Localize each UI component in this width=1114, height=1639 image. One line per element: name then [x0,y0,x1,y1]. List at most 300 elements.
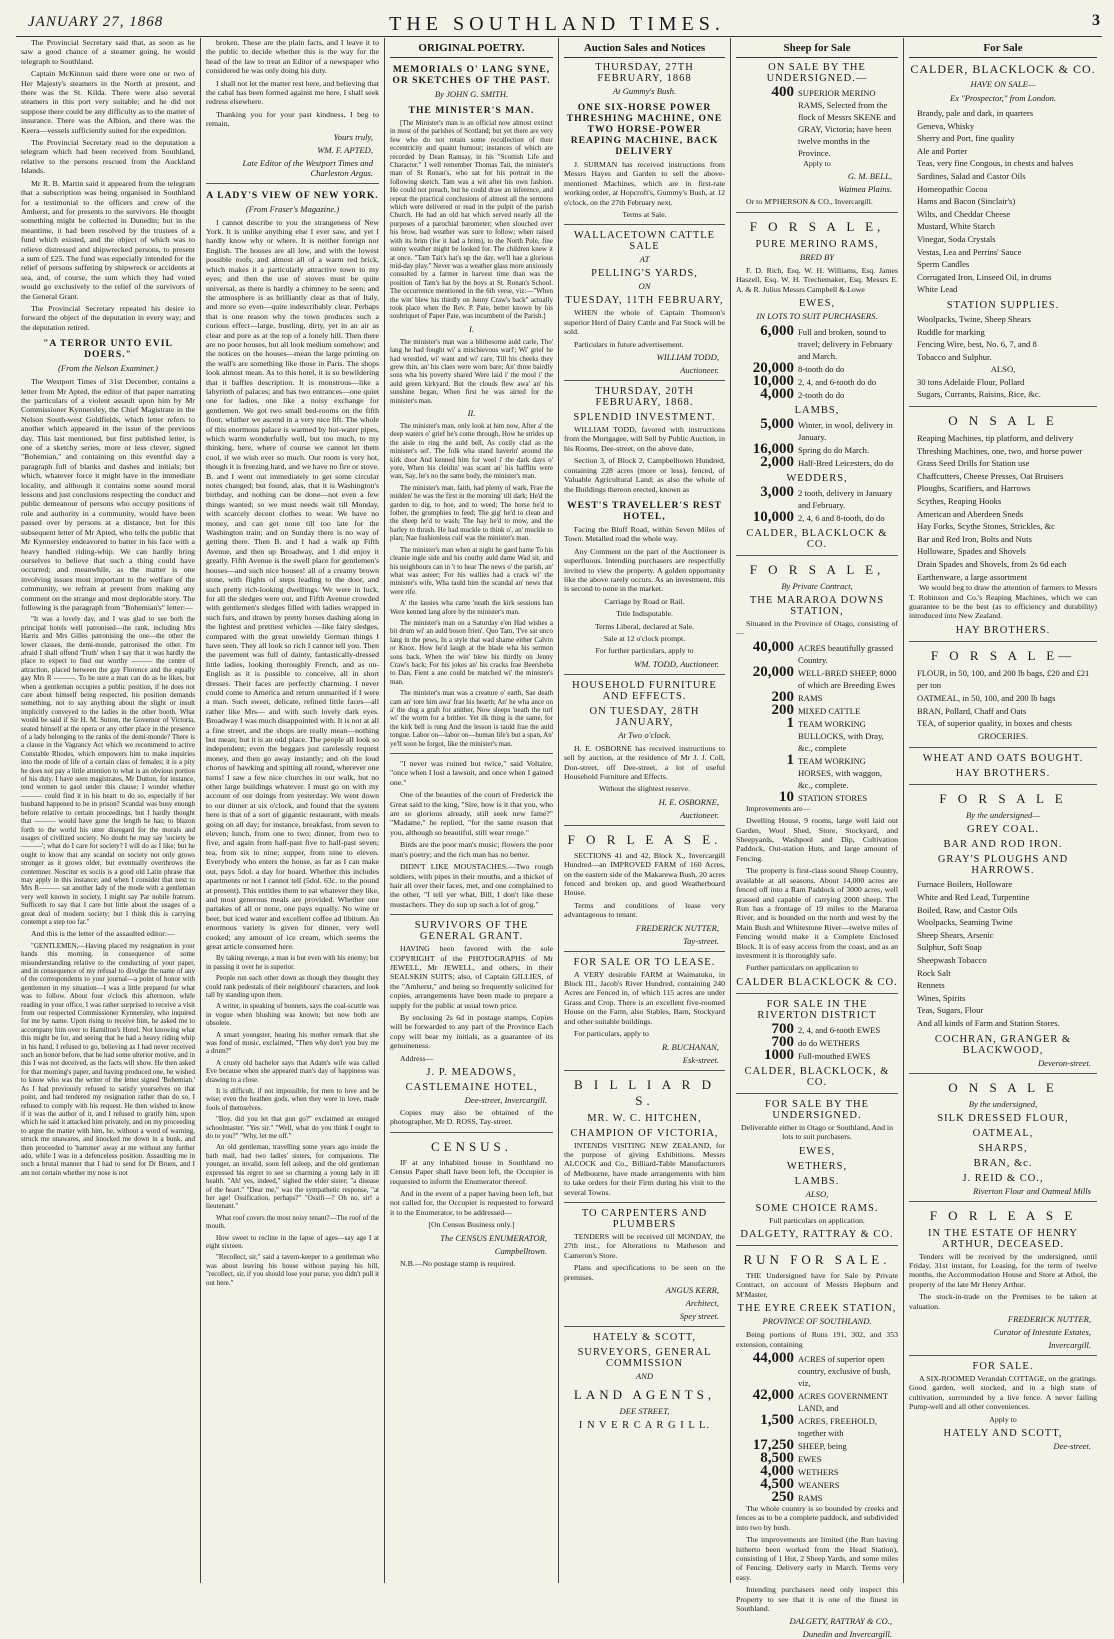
paragraph: SECTIONS 41 and 42, Block X., Invercargill Hundred—an IMPROVED FARM of 160 Acres, on the eastern side of the Makarewa Bush, 20 acres fenced and broken up, and good Weatherboard House. [564,850,725,898]
page-number: 3 [1092,12,1100,29]
ad-date: ON TUESDAY, 28TH JANUARY, [589,705,700,728]
listing-row [736,1414,898,1439]
stanza-number: I. [468,323,474,334]
listing-row [736,1352,898,1389]
paragraph: The Provincial Secretary said that, as soon as he saw a good chance of a steamer going, he would telegraph to Southland. [21,38,195,66]
listing-text: Half-Bred Leicesters, do do [798,458,894,469]
signature: R. BUCHANAN, [661,1041,719,1052]
ad-line: HAVE ON SALE— [970,79,1036,89]
paragraph: An old gentleman, travelling some years ago inside the bath mail, had two ladies' sisters, for companions. The younger, an invalid, soon fell asleep, and the old gentleman expressed his regret to see so charming a young lady in ill health. "Ah! yes, indeed," sighed the elder sister; "a disease of the heart." "Dear me," was the sympathetic response, "at her age! Ossification, perhaps?" "Ossifi—? Oh no, sir! a lieutenant." [206,1143,379,1211]
paragraph: Facing the Bluff Road, within Seven Miles of Town. Metalled road the whole way. [564,524,725,544]
ewes-list [736,325,898,401]
divider [736,212,898,213]
listing-row [736,418,898,443]
list-item: Vinegar, Soda Crystals [917,233,996,244]
list-item: FLOUR, in 50, 100, and 200 lb bags, £20 and £21 per ton [917,667,1090,691]
listing-quantity: 10,000 [752,509,794,526]
listing-quantity: 10 [779,788,794,805]
listing-row [736,1478,898,1491]
ad-item: OATMEAL, [972,1127,1034,1139]
divider [390,753,553,754]
listing-text: 8-tooth do do [798,364,845,375]
ad-time: At Two o'clock. [618,729,671,740]
listing-row [736,663,898,691]
signature: Architect, [685,1297,719,1308]
paragraph: And this is the letter of the assaulted editor:— [31,929,175,939]
list-item: Sheepwash Tobacco [917,954,987,965]
advertiser-name: CALDER, BLACKLOCK & CO. [910,62,1096,76]
list-item: Wilts, and Cheddar Cheese [917,208,1011,219]
advertiser-name: COCHRAN, GRANGER & BLACKWOOD, [934,1033,1072,1056]
signature: Dunedin and Invercargill. [802,1629,892,1639]
column-3 [385,38,558,1583]
signature: Campbelltown. [494,1245,547,1256]
list-item: Rock Salt [917,967,951,978]
advertiser-name: CALDER, BLACKLOCK & CO. [746,528,888,551]
paragraph: INTENDS VISITING NEW ZEALAND, for the purpose of giving Exhibitions. Messrs ALCOCK and Co., Billiard-Table Manufacturers of Melbourne, have made arrangements with him to take orders for their Firm during his visit to the several Towns. [564,1140,725,1197]
ad-line: I N V E R C A R G I L L. [578,1419,711,1431]
stores-list [909,878,1097,1029]
signature: Spey street. [679,1310,719,1321]
paragraph: "Boy, did you let that gun go?" exclaimed an enraged schoolmaster. "Yes sir." "Well, what do you think I ought to do to you?" "Why, let me off." [206,1115,379,1141]
paragraph: DIDN'T LIKE MOUSTACHES.—Two rough soldiers, with pipes in their mouths, and a thicket of hair all over their faces, met, and one complained to the other, "I tell yer what, Bill, I don't like these mustachers. They do sup up such a lot of grog." [390,862,553,909]
list-item: TEA, of superior quality, in boxes and chests [917,718,1072,729]
divider [909,1073,1097,1074]
paragraph: We would beg to draw the attention of farmers to Messrs T. Robinson and Co.'s Reaping Machines, which we can guarantee to be the best (as to efficiency and durability) introduced into New Zealand. [909,583,1097,621]
paragraph: Section 3, of Block 2, Campbelltown Hundred, containing 228 acres (more or less), fenced, of Valuable Agricultural Land; as also the whole of the Buildings thereon erected, known as [564,456,725,494]
divider [909,1201,1097,1202]
signature: FREDERICK NUTTER, [1007,1313,1091,1324]
paragraph: Apply to [989,1414,1017,1424]
ad-subtitle: EWES, [798,298,836,310]
listing-text: SUPERIOR MERINO RAMS, Selected from the flock of Messrs SKENE and GRAY, Victoria; have been twelve months in the Province. [798,88,896,158]
ad-line: PROVINCE OF SOUTHLAND. [762,1316,872,1327]
paragraph: The Westport Times of 31st December, contains a letter from Mr Apted, the editor of that paper narrating the particulars of a violent assault upon him by Mr Commissioner Kynnersley, the Chief Magistrate in the Nelson South-west Goldfields, which letter refers to another which appeared in the issue of the previous day. This last mentioned, but first published letter, is one of a sketchy series, more or less clever, signed "Bohemian," and containing on this eventful day a paragraph full of blanks and dashes and initials; but which, whatever force it might have in the immediate locality, and although it contains some sound moral lessons and just conclusions respecting the conduct and public demeanour of persons who occupy positions of rule and authority in a community, would have been passed over by persons at a distance, but for this subsequent letter of Mr Apted, who tells the public that Mr Kynnersley endeavored to batter in his face with a heavy handled riding-whip. We can hardly bring ourselves to believe that such a thing could have occurred; and meanwhile, as the matter is one involving issues most important to the welfare of the community, we refrain at present from making any comment on the strange and most deplorable story. The following is the paragraph from "Bohemian's" letter:— [21,377,195,612]
ad-item: GREY COAL. [966,824,1040,836]
list-item: Tobacco and Sulphur. [917,351,992,362]
list-item: Hay Forks, Scythe Stones, Strickles, &c [917,521,1055,532]
paragraph: TENDERS will be received till MONDAY, the 27th inst., for Alterations to Matheson and Cameron's Store. [564,1231,725,1260]
paragraph: Intending purchasers need only inspect this Property to see that it is one of the finest in Southland. [736,1585,898,1614]
paragraph: F. D. Rich, Esq. W. H. Williams, Esq. James Haszell, Esq. W. H. Trechemaker, Esq. Messrs E. A. & R. Julius Messrs Campbell & Lowe [736,265,898,294]
signature: WILLIAM TODD, [656,352,719,363]
list-item: Woolpacks, Seaming Twine [917,917,1013,928]
section-header: Auction Sales and Notices [564,38,725,58]
listing-quantity: 700 [771,1033,794,1050]
list-item: BRAN, Pollard, Chaff and Oats [917,705,1027,716]
list-item: Corrugated Iron, Linseed Oil, in drums [917,271,1052,282]
paragraph: People run each other down as though they thought they could rank pedestals of their neighbours' characters, and look tall by standing upon them. [206,974,379,999]
listing-quantity: 1 [786,751,794,768]
newspaper-title: THE SOUTHLAND TIMES. [389,13,725,35]
paragraph: For particulars, apply to [574,1029,649,1039]
listing-text: ACRES GOVERNMENT LAND, and [798,1391,888,1413]
paragraph: Copies may also be obtained of the photographer, Mr D. ROSS, Tay-street. [390,1108,553,1127]
ad-name: MR. W. C. HITCHEN, [587,1112,702,1124]
divider [564,951,725,952]
list-item: Ploughs, Scarifiers, and Harrows [917,483,1031,494]
eyre-list [736,1352,898,1504]
listing-quantity: 16,000 [752,441,794,458]
listing-text: WELL-BRED SHEEP, 8000 of which are Breeding Ewes [798,667,897,690]
lambs-list [736,418,898,469]
paragraph: It is difficult, if not impossible, for men to love and be wise; even the heathen gods, when they were in love, made fools of themselves. [206,1087,379,1112]
issue-date: JANUARY 27, 1868 [28,14,164,30]
listing-text: Winter, in wool, delivery in January. [798,420,893,443]
ad-title: HATELY & SCOTT, [593,1331,696,1343]
ad-line: By the undersigned— [966,810,1040,821]
list-item: Hams and Bacon (Sinclair's) [917,196,1016,207]
advertiser-name: J. REID & CO., [962,1172,1044,1184]
ad-title: FOR SALE IN THE RIVERTON DISTRICT [757,998,877,1021]
list-item: Sheep Shears, Arsenic [917,929,994,940]
list-item: Sugars, Currants, Raisins, Rice, &c. [917,389,1041,400]
ad-subtitle: LAMBS, [794,405,840,417]
listing-text: RAMS [798,1493,823,1503]
ad-title: FOR SALE BY THE UNDERSIGNED. [765,1098,869,1121]
listing-row [736,714,898,754]
paragraph: J. SURMAN has received instructions from Messrs Hayes and Garden to sell the above-mentioned Machines, which are in first-rate working order, at Hopcroft's, Gummy's Bush, at 12 o'clock, on the 27th February next. [564,160,725,207]
signature: Riverton Flour and Oatmeal Mills [973,1185,1091,1196]
ad-title: B I L L I A R D S. [573,1076,715,1108]
ad-title: CHAMPION OF VICTORIA, [570,1127,719,1139]
list-item: Ale and Porter [917,145,968,156]
list-item: White Lead [917,284,958,295]
advertiser-name: CALDER BLACKLOCK & CO. [736,976,898,988]
paragraph: Thanking you for your past kindness, I beg to remain, [206,109,379,129]
ad-line: SURVEYORS, GENERAL COMMISSION [577,1346,712,1369]
listing-text: TEAM WORKING HORSES, with waggon, &c., complete. [798,755,883,790]
list-item: Brandy, pale and dark, in quarters [917,108,1034,118]
column-2 [201,38,384,1583]
list-item: Threshing Machines, one, two, and horse power [917,445,1083,456]
paragraph: Terms and conditions of lease very advantageous to tenant. [564,900,725,920]
list-item: Sperm Candles [917,259,970,270]
ad-line: BRED BY [799,251,835,262]
divider [564,224,725,225]
listing-text: 2 tooth, delivery in January and February. [798,488,893,511]
signature: ANGUS KERR, [665,1284,719,1295]
paragraph: A writer, in speaking of bonnets, says the coal-scuttle was in vogue when blushing was known; but now both are obsolete. [206,1002,379,1028]
byline: By JOHN G. SMITH. [434,89,509,99]
listing-quantity: 8,500 [760,1450,794,1466]
listing-quantity: 17,250 [752,1437,794,1453]
list-item: Mustard, White Starch [917,221,995,232]
listing-quantity: 40,000 [752,638,794,655]
listing-text: WEANERS [798,1480,840,1490]
paragraph: WILLIAM TODD, favored with instructions from the Mortgagee, will Sell by Public Auction, in his Rooms, Dee-street, on the above date, [564,425,725,453]
masthead [0,0,1114,40]
ad-line: By the undersigned, [968,1098,1038,1109]
signature: Esk-street. [682,1054,719,1065]
paragraph: Deliverable either in Otago or Southland, And in lots to suit purchasers. [740,1122,893,1142]
signature: Invercargill. [1048,1339,1091,1350]
signature: Auctioneer. [680,365,719,376]
listing-quantity: 1000 [764,1046,794,1063]
ad-property: THE MARAROA DOWNS STATION, [749,595,885,618]
listing-quantity: 2,000 [760,454,794,471]
stanza: A' the lassies wha came 'neath the kirk sessions ban Were kenned lang afore by the minister's man. [390,599,553,616]
list-item: Rennets [917,980,945,991]
paragraph: Terms Liberal, declared at Sale. [594,621,695,631]
list-item: Reaping Machines, tip platform, and delivery [917,433,1074,444]
advertiser-name: HAY BROTHERS. [955,624,1051,636]
column-6 [904,38,1102,1583]
ad-item: LAMBS. [794,1175,840,1187]
ad-title: ONE SIX-HORSE POWER THRESHING MACHINE, ONE TWO HORSE-POWER REAPING MACHINE, BACK DELIVERY [566,102,723,157]
listing-quantity: 200 [771,688,794,705]
listing-text: TEAM WORKING BULLOCKS, with Dray, &c., complete [798,718,884,753]
divider [564,674,725,675]
listing-row [736,1020,898,1037]
paragraph: "I never was ruined but twice," said Voltaire, "once when I lost a lawsuit, and once when I gained one." [390,759,553,787]
listing-row [736,1033,898,1050]
listing-row [736,788,898,805]
ad-item: BRAN, &c. [973,1157,1033,1169]
paragraph: Without the slightest reserve. [598,784,691,794]
listing-quantity: 20,000 [752,663,794,680]
list-item: Earthenware, a large assortment [917,571,1028,582]
divider [909,406,1097,407]
listing-quantity: 1,500 [760,1412,794,1428]
listing-row [736,701,898,718]
ad-line: AND [635,1370,654,1381]
listing-row [736,511,898,524]
listing-row [736,456,898,469]
divider [909,747,1097,748]
riverton-list [736,1020,898,1063]
divider [909,641,1097,642]
list-item: Grass Seed Drills for Station use [917,458,1030,469]
paragraph: Terms at Sale. [622,210,667,220]
listing-text: RAMS [798,692,823,703]
ad-subtitle: WEDDERS, [786,473,848,485]
paragraph: The whole country is so bounded by creeks and fences as to be a complete paddock, and subdivided into two by bush. [736,1504,898,1532]
ad-title: FOR SALE OR TO LEASE. [573,956,716,968]
listing-text: ACRES of superior open country, exclusive of bush, viz, [798,1354,891,1388]
ad-title: STATION SUPPLIES. [946,299,1060,311]
masthead-rule [16,36,1102,37]
listing-row [736,86,898,159]
paragraph: Tenders will be received by the undersigned, until Friday, 31st instant, for Leasing, for the term of twelve months, the Accommodation House and Store at Athol, the property of the late Mr Henry Arthur. [909,1251,1097,1289]
ad-line: IN LOTS TO SUIT PURCHASERS. [756,311,878,322]
ad-title: SURVIVORS OF THE GENERAL GRANT. [414,920,529,943]
ad-item: SOME CHOICE RAMS. [755,1202,879,1214]
article-title: A LADY'S VIEW OF NEW YORK. [206,189,379,201]
ad-line: ALSO, [805,1188,829,1199]
paragraph: "GENTLEMEN,—Having placed my resignation in your hands this morning, in consequence of some misunderstanding relative to the conducting of your paper, and in consequence of my refusal to divulge the name of any of the correspondents to your journal—a point of honor with gentlemen in my situation—I was a little prepared for what was to follow. About four o'clock this afternoon, while reading in your office, I was rather surprised to receive a visit from our respected Commissioner Kynnersley, who inquired for me by name. Upon rising to receive him, he asked me to accompany him over to Hamilton's Hotel. Not knowing what this might be for, and seeing that he had a heavy riding whip in his hand, I refused to go, believing as I had never received such an honor before, that he had some ulterior motive, and in this I was not deceived, as the facts will show. He then asked for that morning's paper, and having produced one, he wished to know who was the writer of the letter signed 'Bohemian.' As I had previously refused to satisfy yourselves on that point, and had tendered my resignation rather than do so, I refused to comply with his request. He then wished to know if it was the author of it, and I refused to gratify him, upon which he said it attacked him privately, and on my proceeding to argue the matter with him, he, without a word of warning, struck me unawares, and knocked me down in a bunk, and then proceeded to 'hammer' away at me without any further ado, while I was in a defenceless position. Assaulting me in such a brutal manner that I had to send for Dr Bruen, and I am not certain whether my nose is not [21,941,195,1177]
signature: Curator of Intestate Estates, [993,1326,1091,1337]
paragraph: A VERY desirable FARM at Waimatuku, in Block III., Jacob's River Hundred, containing 240 Acres are Fenced in, of which 115 acres are under Grass and Crop. There is an excellent five-roomed House on the Farm, also Stables, Barn, Stockyard and other suitable buildings. [564,969,725,1026]
article-title: "A TERROR UNTO EVIL DOERS." [43,338,173,361]
listing-quantity: 400 [771,84,794,100]
paragraph: THE Undersigned have for Sale by Private Contract, on account of Messrs Hepburn and M'Master, [736,1270,898,1299]
paragraph: The stock-in-trade on the Premises to be taken at valuation. [909,1292,1097,1311]
paragraph: Sale at 12 o'clock prompt. [603,633,686,643]
stanza: The minister's man, only look at him now, After a' the deep waters o' grief he's come through, How he strides up the aisle to ring the auld bell, As cozily clad as the minister's sel'. The folk wha stand haverin' around the kirk door And kenned him for weel i' the dark days o' yore, When his cleidin' was scant an' his hafflits were wan, Say, he's no the same body, the minister's man. [390,422,553,481]
paragraph: By enclosing 2s 6d in postage stamps, Copies will be forwarded to any part of the Province Each copy will bear my initials, as a guarantee of its genuineness. [390,1012,553,1051]
ad-item: SILK DRESSED FLOUR, [937,1112,1069,1124]
listing-quantity: 200 [771,701,794,718]
divider [909,784,1097,785]
stanza: The minister's man on a Saturday e'en Had wishes a bit drum wi' an auld boson frien'. Quo Tam, 'I've sat unco lang in the pews, In a style that wad shame either Calvin or Knox. How he'd laugh at the blade wha his sermon sons back, When the win' blew his thirdly on Jenny Craw's back; For his jokes an' his cracks frae Beersheba to Dan, Fient a ane could be matched wi' the minister's man. [390,618,553,686]
listing-quantity: 700 [771,1020,794,1037]
ad-title: F O R S A L E, [749,218,885,234]
listing-text: WETHERS [798,1467,839,1477]
listing-text: MIXED CATTLE [798,705,861,716]
ad-title: F O R S A L E— [930,647,1076,663]
list-item: Geneva, Whisky [917,120,975,131]
ad-line: DEE STREET, [619,1405,670,1416]
divider [390,1132,553,1133]
signature: Dee-street. [1053,1440,1091,1451]
ad-title: F O R L E A S E [929,1207,1077,1223]
divider [206,183,379,184]
listing-quantity: 1 [786,714,794,731]
ad-date: TUESDAY, 11TH FEBRUARY, [565,295,724,307]
stanza: The minister's man was a blithesome auld carle, Tho' lang he had fought wi' a mischievous warl'; Wi' grief he had wrestled, wi' want and wi' care, Till his cheeks they grew thin, an' his claes were worn bare; An' three bairdly sons wha his poverty shared Were laid i' the mool i' the auld green kirkyard. But the clouds flew awa' an' his sunshine began, When first he was airted for the minister's man. [390,337,553,405]
list-item: Boiled, Raw, and Castor Oils [917,904,1018,915]
list-item: Teas, Sugars, Flour [917,1005,984,1016]
stanza-number: II. [467,408,476,418]
paragraph: broken. These are the plain facts, and I leave it to the public to decide whether this is the way for the head of the law to treat an Editor of a newspaper who considered he was only doing his duty. [206,38,379,76]
ad-line: Ex "Prospector," from London. [949,93,1057,103]
listing-row [736,751,898,791]
stanza: The minister's man when at night he gaed hame To his cleanie ingle side and his couthy auld dame Wad sit, and his neighbours can in 't to hear The news o' the parish, an' what was asteer; For his wallies had a crack wi' the minister's wife, Wha tauld him the scandal an' news that were rife. [390,545,553,596]
divider [564,1070,725,1071]
wethers-list [736,486,898,524]
list-item: American and Aberdeen Sneds [917,508,1024,519]
ad-title: RUN FOR SALE. [743,1251,891,1267]
listing-text: ACRES, FREEHOLD, together with [798,1416,878,1438]
listing-row [736,486,898,511]
paragraph: HAVING been favored with the sole COPYRIGHT of the PHOTOGRAPHS of Mr JEWELL, Mr JEWELL, and others, in their SEALSKIN SUITS; also, of Captain GILLIES, of the "Amherst," and being so frequently solicited for copies, arrangements have been made to prepare a supply for the public at usual town price. [390,944,553,1010]
ad-title: FOR SALE. [972,1360,1034,1372]
section-header: ORIGINAL POETRY. [390,38,553,58]
paragraph: One of the beauties of the court of Frederick the Great said to the king, "Sire, how is it that you, who are so glorious already, still seek new fame?" "Madame," he replied, "for the same reason that you, although so beautiful, still wear rouge." [390,790,553,837]
article-source: (From Fraser's Magazine.) [245,203,340,214]
divider [736,555,898,556]
paragraph: The improvements are limited (the Run having hitherto been worked from the Head Station), consisting of 1 Hut, 2 Sheep Yards, and some miles of Fencing. Delivery early in March. Terms very easy. [736,1535,898,1582]
paragraph: "Recollect, sir," said a tavern-keeper to a gentleman who was about leaving his house without paying his bill, "recollect, sir, if you should lose your purse, you didn't pull it out here." [206,1253,379,1287]
paragraph: How sweet to recline in the lapse of ages—say age I at eight sixteen. [206,1233,379,1250]
signature: Tay-street. [683,935,719,946]
list-item: OATMEAL, in 50, 100, and 200 lb bags [917,693,1056,703]
paragraph: Title Indisputable. [616,609,673,619]
signature: DALGETY, RATTRAY & CO., [789,1616,892,1627]
ad-date: THURSDAY, 20TH FEBRUARY, 1868. [595,386,694,409]
listing-text: 2, 4, and 6-tooth EWES [798,1024,881,1035]
stanza: The minister's man was a creature o' earth, Sae death cam an' tore him awa' frae his hearth; An' he wha ance on a' the dug a graft for anither, Now sleeps 'neath the turf wi' the worm for a brither. Yet ilk thing is the same, for the kirk bell is rung And the lesson is tauld frae the auld tongue. Labor on—labor on—human life's but a span, An' ye'll soon be forgot, like the minister's man. [390,689,553,748]
listing-text: 2-tooth do do [798,390,845,401]
advertiser-name: CALDER, BLACKLOCK, & CO. [744,1065,890,1088]
divider [564,1326,725,1327]
advertiser-name: HAY BROTHERS. [955,768,1051,780]
paragraph: Birds are the poor man's music; flowers the poor man's poetry; and the rich man has no better. [390,840,553,859]
divider [564,1202,725,1203]
list-item: Wines, Spirits [917,992,966,1003]
ad-property: WEST'S TRAVELLER'S REST HOTEL, [567,499,722,522]
signature: WM. TODD, Auctioneer. [634,658,719,669]
ad-subtitle: IN THE ESTATE OF HENRY ARTHUR, DECEASED. [928,1227,1078,1250]
signature: Deveron-street. [1037,1057,1091,1068]
paragraph: Further particulars on application to [746,963,859,973]
divider [564,825,725,826]
listing-quantity: 250 [771,1489,794,1505]
list-item: And all kinds of Farm and Station Stores. [917,1017,1060,1028]
signature: WM. F. APTED, [317,144,373,155]
divider [564,380,725,381]
listing-text: Spring do do March. [798,445,870,456]
listing-quantity: 20,000 [752,360,794,377]
paragraph: Dwelling House, 9 rooms, large well laid out Garden, Wool Shed, Store, Stockyard, and Sheepyards, Washpool and Dip, Cultivation Paddock, Out-station Huts, and large amount of Fencing. [736,816,898,863]
ad-item: EWES, [798,1145,836,1157]
ad-title: F O R L E A S E. [567,831,722,847]
ad-line: LAND AGENTS, [573,1386,716,1402]
paragraph: N.B.—No postage stamp is required. [400,1258,516,1268]
ad-property: THE EYRE CREEK STATION, [737,1303,897,1315]
paragraph: Address— [400,1053,434,1063]
advertiser-name: HATELY AND SCOTT, [943,1427,1063,1439]
listing-text: Full-mouthed EWES [798,1050,871,1061]
list-item: Ruddle for marking [917,326,985,337]
listing-text: 2, 4, 6 and 8-tooth, do do [798,513,885,524]
paragraph: WHEN the whole of Captain Thomson's superior Herd of Dairy Cattle and Fat Stock will be sold. [564,308,725,337]
list-item: Homeopathic Cocoa [917,183,988,194]
paragraph: What roof covers the most noisy tenant?—The roof of the mouth. [206,1213,379,1231]
paragraph: H. E. OSBORNE has received instructions to sell by auction, at the residence of Mr J. J. Coll, Don-street, off Dee-street, a lot of useful Household Furniture and Effects. [564,743,725,781]
ad-item: WETHERS, [786,1160,848,1172]
listing-text: do do WETHERS [798,1037,860,1048]
list-item: Vestas, Lea and Perrins' Sauce [917,246,1022,257]
article-source: (From the Nelson Examiner.) [58,363,158,374]
listing-quantity: 6,000 [760,323,794,340]
divider [736,993,898,994]
listing-text: EWES [798,1454,822,1464]
ad-title: TO CARPENTERS AND PLUMBERS [581,1207,708,1230]
listing-text: SHEEP, being [798,1441,847,1451]
list-item: Scythes, Reaping Hooks [917,496,1002,507]
ad-line: AT [639,254,650,265]
paragraph: Plans and specifications to be seen on the premises. [564,1263,725,1282]
ad-title: HOUSEHOLD FURNITURE AND EFFECTS. [572,679,717,702]
paragraph: And in the event of a paper having been left, but not called for, the Occupier is requested to forward it to the Enumerator, to be addressed— [390,1189,553,1217]
signature: Late Editor of the Westport Times and Charleston Argus. [242,157,373,178]
paragraph: For further particulars, apply to [595,646,694,656]
advertiser-hotel: CASTLEMAINE HOTEL, [405,1082,538,1093]
stanza: The minister's man, faith, had plenty of wark, Frae the midden' he was the first in the morning' till dark; He'd the garden to dig, to hoe, and to weed; The horse he'd to fother, the grumphies to feed; The gig' he'd to clean and the sheep he'd to wash; The hay he'd to mow, and the barley to thrash. He had muckle to think o', an' muckle to plan; Nae fushionless cuif was the minister's man. [390,483,553,543]
listing-quantity: 42,000 [752,1387,794,1403]
ad-item: GRAY'S PLOUGHS AND HARROWS. [937,854,1069,877]
ad-location: At Gummy's Bush. [612,86,677,96]
ad-title: SPLENDID INVESTMENT. [573,412,716,424]
flour-list [909,667,1097,743]
ad-date: THURSDAY, 27TH FEBRUARY, 1868 [595,62,694,84]
advertiser-name: DALGETY, RATTRAY & CO. [740,1228,894,1240]
paragraph: By taking revenge, a man is but even with his enemy; but in passing it over he is superior. [206,954,379,971]
ad-title: F O R S A L E, [749,562,885,578]
machinery-list [909,432,1097,583]
paragraph: A crusty old bachelor says that Adam's wife was called Eve because when she appeared man's day of happiness was drawing to a close. [206,1058,379,1084]
listing-text: 2, 4, and 6-tooth do do [798,377,877,388]
listing-row [736,388,898,401]
paragraph: The Provincial Secretary repeated his desire to forward the object of the deputation in every way; and the deputation retired. [21,303,195,332]
list-item: 30 tons Adelaide Flour, Pollard [917,376,1025,387]
paragraph: Mr R. B. Martin said it appeared from the telegram that a subscription was being organised in Southland for a testimonial to the officers and crew of the Amherst, and for presents to the survivors. He thought something might be collected in Dunedin; but in the meantime, it had been resolved by the trustees of a fund which existed, and the object of which was to relieve distressed and shipwrecked persons, to present a sum of £25. The fund was especially intended for the relief of persons suffering by shipwreck or accidents at sea, and, of course, the sum which they had voted would go exclusively to the relief of the survivors of the General Grant. [21,178,195,301]
list-item: GROCERIES. [978,730,1028,741]
ad-title: WALLACETOWN CATTLE SALE [573,230,716,253]
paragraph: "It was a lovely day, and I was glad to see both the principal hotels well patronised—the rank, including Mrs Harris and Mrs Gilles patronising the one—the other the lower classes, the demi-monde, patronised the other. I'm afraid I shall offend 'Truth' when I say that it was hardly the place to expect to find our worthy ——— the centre of attraction, placed between the gay Florence and the equally gay Mrs R ———. To be sure a man can do as he likes, but when a gentleman occupies a public position, if he does not care about himself being respected, his position demands something, not to say anything about the slight or insult implicitly conveyed to the ladies in the other booth. What would be said if Sir H. M. Sutton, the Governor of Victoria, seated himself at the opera or any other place in the presence of a lady belonging to the ranks of the demi-monde? There is a clause in the Vagrancy Act which we recommend to active Constable Rhodes, which empowers him to make inquiries into the mode of life of a certain class of females; it is a pity he does not pay a little attention to what is an obvious portion of his duty. I have seen magistrates, Mr Dutton, for instance, tend women to gaol under this clause; I wonder whether ——— could find it in his heart to do so, especially if her husband happened to be in prison? Scandal was busy enough before relative to certain proceedings, but I hardly thought that ——— would have gone the length he has; to blazon forth to the world his utter disregard for the morals and usages of civilized society. No doubt he may say 'society be ———'; what do I care for society? I will do as I like; but he ought to know that any scandal on society not only grows stronger as it grows older, but eventually overthrows the contemner. Noscitur ex sociis is a good old Latin phrase that may apply in this instance; and when I consider that next to Mrs R——— sat another lady of the mode with a gentleman very well known in society, I might say Par nobile fratrum. Sufficeth to say that I care but little about the usages of a great deal of modern society; but I think this is carrying contempt a step too far." [21,615,195,926]
